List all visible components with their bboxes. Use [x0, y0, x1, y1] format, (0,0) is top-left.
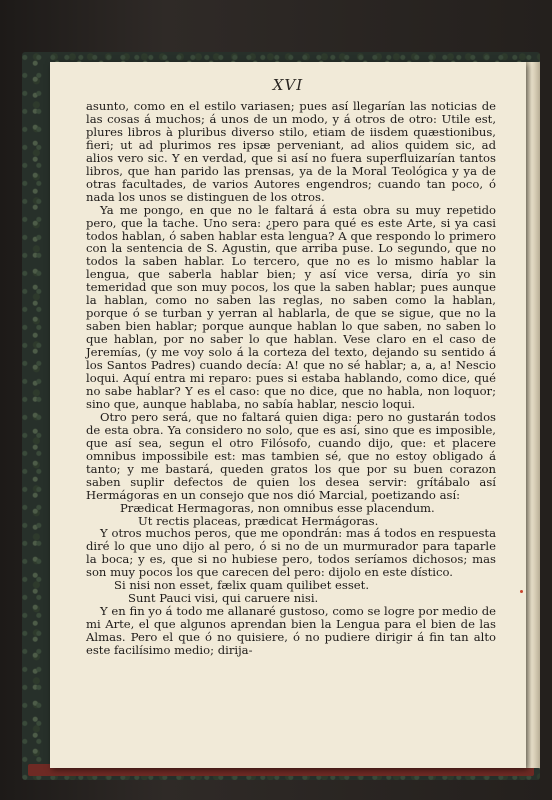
page-body [86, 100, 496, 657]
paragraph-2: Ya me pongo, en que no le faltará á esta obra su muy repetido pero, que la tache. Uno sera: ¿pero para qué es este Arte, si ya casi todos hablan, ó saben hablar esta lengua? A que respondo lo primero con la sentencia de S. Agustin, que arriba puse. Lo segundo, que no todos la saben hablar. Lo tercero, que no es lo mismo hablar la lengua, que saberla hablar bien; y así vice versa, diría yo sin temeridad que son muy pocos, los que la saben hablar; pues aunque la hablan, como no saben las reglas, no saben como la hablan, porque ó se turban y yerran al hablarla, de que se sigue, que no la saben bien hablar; porque aunque hablan lo que saben, no saben lo que hablan, por no saber lo que hablan. Vese claro en el caso de Jeremías, (y me voy solo á la corteza del texto, dejando su sentido á los Santos Padres) cuando decía: A! que no sé hablar; a, a, a! Nescio loqui. Aquí entra mi reparo: pues si estaba hablando, como dice, qué no sabe hablar? Y es el caso: que no dice, que no habla, non loquor; sino que, aunque hablaba, no sabía hablar, nescio loqui. [86, 202, 496, 411]
ink-mark [520, 590, 523, 593]
book-page [50, 62, 526, 768]
paragraph-4: Y otros muchos peros, que me opondrán: mas á todos en respuesta diré lo que uno dijo al pero, ó si no de un murmurador para taparle la boca; y es, que si no hubiese pero, todos seríamos dichosos; mas son muy pocos los que carecen del pero: dijolo en este dístico. [86, 526, 496, 580]
page-edge-right [526, 62, 540, 768]
verse-line-1: Prædicat Hermagoras, non omnibus esse placendum. [120, 500, 435, 515]
paragraph-1: asunto, como en el estilo variasen; pues así llegarían las noticias de las cosas á muchos; á unos de un modo, y á otros de otro: Utile est, plures libros à pluribus diverso stilo, etiam de iisdem quæstionibus, fieri; ut ad plurimos res ipsæ perveniant, ad alios quidem sic, ad alios vero sic. Y en verdad, que si así no fuera superfluizarían tantos libros, que han parido las prensas, ya de la Moral Teológica y ya de otras facultades, de varios Autores engendros; cuando tan poco, ó nada los unos se distinguen de los otros. [86, 99, 496, 204]
paragraph-3: Otro pero será, que no faltará quien diga: pero no gustarán todos de esta obra. Ya considero no solo, que es así, sino que es imposible, que así sea, segun el otro Filósofo, cuando dijo, que: et placere omnibus impossibile est: mas tambien sé, que no estoy obligado á tanto; y me bastará, queden gratos los que por su buen corazon saben suplir defectos de quien los desea servir: grítábalo así Hermágoras en un consejo que nos dió Marcial, poetizando así: [86, 409, 496, 502]
verse-line-3: Si nisi non esset, fælix quam quilibet esset. [114, 578, 370, 593]
verse-line-4: Sunt Pauci visi, qui caruere nisi. [128, 591, 319, 606]
paragraph-5: Y en fin yo á todo me allanaré gustoso, como se logre por medio de mi Arte, el que algunos aprendan bien la Lengua para el bien de las Almas. Pero el que ó no quisiere, ó no pudiere dirigir á fin tan alto este facilísimo medio; dirija- [86, 604, 496, 658]
page-number: XVI [272, 76, 304, 94]
verse-line-2: Ut rectis placeas, prædicat Hermágoras. [138, 513, 379, 528]
